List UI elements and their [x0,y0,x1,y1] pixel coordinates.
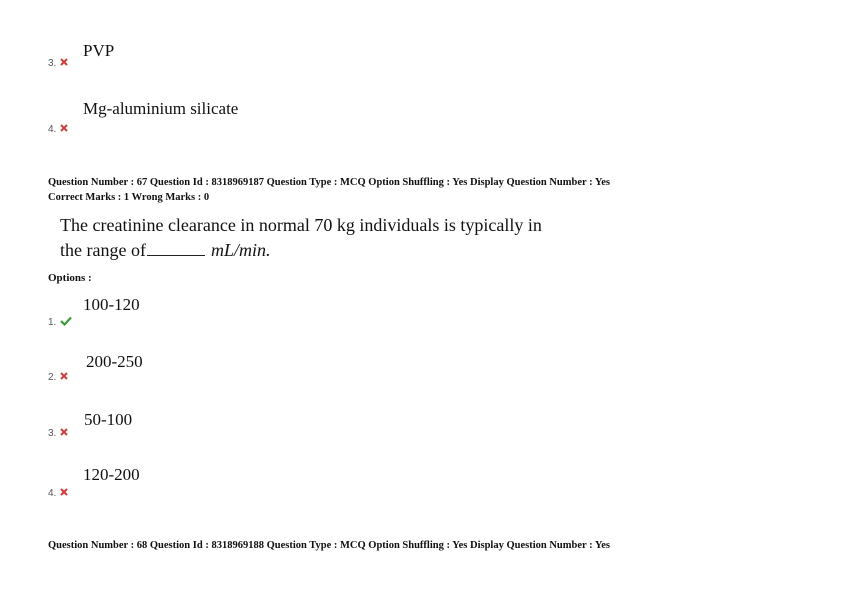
q67-meta-line1: Question Number : 67 Question Id : 8318969187 Question Type : MCQ Option Shuffling : Yes Display Question Number : Yes [48,177,611,188]
prev-option-4-number [48,124,68,135]
q67-option-4-number [48,488,68,499]
wrong-mark-icon [60,372,68,383]
option-number: 3. [48,428,57,440]
correct-check-icon [60,316,72,329]
q67-option-3-text: 50-100 [84,410,133,429]
question-unit: mL/min. [210,240,271,260]
option-number: 3. [48,58,57,70]
q67-option-1-number [48,316,72,329]
option-number: 2. [48,372,57,384]
option-number: 4. [48,124,57,136]
wrong-mark-icon [60,488,68,499]
q67-question-line2 [60,238,270,262]
q67-option-4-text: 120-200 [83,465,140,484]
question-text-start: the range of [60,240,146,260]
prev-option-3-text: PVP [83,41,115,60]
fill-blank [147,241,205,256]
q67-option-2-text: 200-250 [86,352,143,371]
wrong-mark-icon [60,58,68,69]
options-label: Options : [48,272,92,284]
q67-option-3-number [48,428,68,439]
wrong-mark-icon [60,124,68,135]
q67-question-line1: The creatinine clearance in normal 70 kg individuals is typically in [60,215,542,235]
q68-meta-line1: Question Number : 68 Question Id : 8318969188 Question Type : MCQ Option Shuffling : Yes Display Question Number : Yes [48,540,611,551]
wrong-mark-icon [60,428,68,439]
option-number: 1. [48,317,57,329]
q67-option-1-text: 100-120 [83,295,140,314]
prev-option-4-text: Mg-aluminium silicate [83,99,239,118]
option-number: 4. [48,488,57,500]
q67-option-2-number [48,372,68,383]
q67-meta-line2: Correct Marks : 1 Wrong Marks : 0 [48,192,210,203]
prev-option-3-number [48,58,68,69]
